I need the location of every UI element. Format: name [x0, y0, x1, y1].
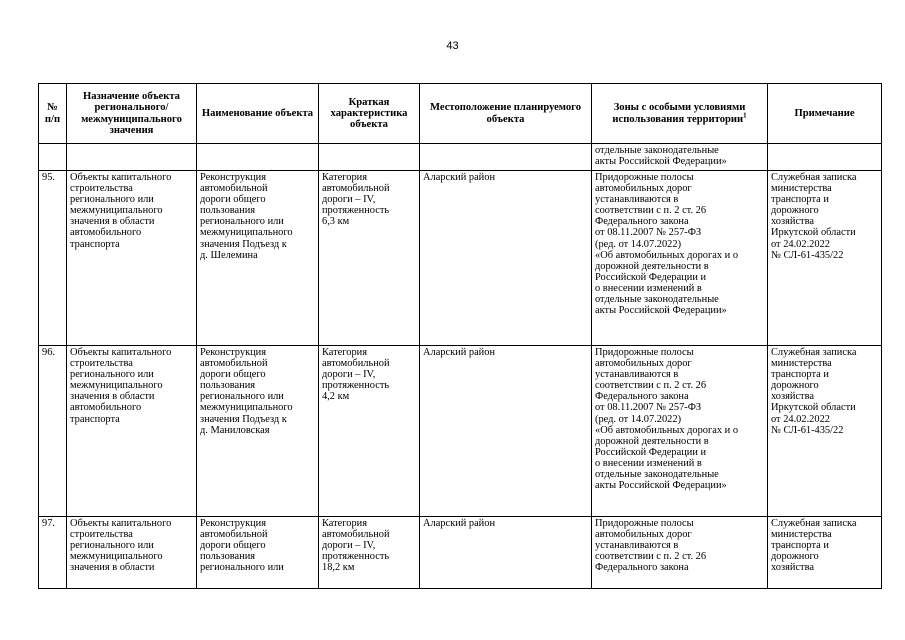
- row-number: 96.: [39, 346, 67, 517]
- footnote-mark: 1: [743, 110, 747, 119]
- row-location: Аларский район: [420, 517, 592, 589]
- table-header-row: [39, 84, 882, 144]
- header-note: Примечание: [768, 84, 882, 144]
- header-characteristic: Краткая характеристика объекта: [319, 84, 420, 144]
- table-row: [39, 171, 882, 346]
- row-object-name: Реконструкция автомобильной дороги общего пользования регионального или межмуниципального значения Подъезд к д. Маниловская: [197, 346, 319, 517]
- row-note: Служебная записка министерства транспорта и дорожного хозяйства Иркутской области от 24.02.2022 № СЛ-61-435/22: [768, 171, 882, 346]
- table-row: [39, 517, 882, 589]
- row-note: Служебная записка министерства транспорта и дорожного хозяйства Иркутской области от 24.02.2022 № СЛ-61-435/22: [768, 346, 882, 517]
- row-purpose: Объекты капитального строительства регионального или межмуниципального значения в области автомобильного транспорта: [67, 346, 197, 517]
- table-row-continuation: [39, 144, 882, 171]
- row-object-name: Реконструкция автомобильной дороги общего пользования регионального или: [197, 517, 319, 589]
- row-note: Служебная записка министерства транспорта и дорожного хозяйства: [768, 517, 882, 589]
- row-number: 97.: [39, 517, 67, 589]
- row-object-name: Реконструкция автомобильной дороги общего пользования регионального или межмуниципального значения Подъезд к д. Шелемина: [197, 171, 319, 346]
- row-location: Аларский район: [420, 346, 592, 517]
- header-purpose: Назначение объекта регионального/ межмуниципального значения: [67, 84, 197, 144]
- table-row: [39, 346, 882, 517]
- header-name: Наименование объекта: [197, 84, 319, 144]
- header-zones: [592, 84, 768, 144]
- row-characteristic: Категория автомобильной дороги – IV, протяженность 18,2 км: [319, 517, 420, 589]
- row-number: 95.: [39, 171, 67, 346]
- row-purpose: Объекты капитального строительства регионального или межмуниципального значения в области автомобильного транспорта: [67, 171, 197, 346]
- row-purpose: Объекты капитального строительства регионального или межмуниципального значения в области: [67, 517, 197, 589]
- row-characteristic: Категория автомобильной дороги – IV, протяженность 4,2 км: [319, 346, 420, 517]
- row-characteristic: Категория автомобильной дороги – IV, протяженность 6,3 км: [319, 171, 420, 346]
- row-location: Аларский район: [420, 171, 592, 346]
- row-zones: Придорожные полосы автомобильных дорог устанавливаются в соответствии с п. 2 ст. 26 Федерального закона от 08.11.2007 № 257-ФЗ (ред. от 14.07.2022) «Об автомобильных дорогах и о дорожной деятельности в Российской Федерации и о внесении изменений в отдельные законодательные акты Российской Федерации»: [592, 171, 768, 346]
- row-zones: Придорожные полосы автомобильных дорог устанавливаются в соответствии с п. 2 ст. 26 Федерального закона: [592, 517, 768, 589]
- header-num: № п/п: [39, 84, 67, 144]
- objects-table: [38, 83, 882, 589]
- continuation-zones: отдельные законодательные акты Российской Федерации»: [592, 144, 768, 171]
- row-zones: Придорожные полосы автомобильных дорог устанавливаются в соответствии с п. 2 ст. 26 Федерального закона от 08.11.2007 № 257-ФЗ (ред. от 14.07.2022) «Об автомобильных дорогах и о дорожной деятельности в Российской Федерации и о внесении изменений в отдельные законодательные акты Российской Федерации»: [592, 346, 768, 517]
- header-location: Местоположение планируемого объекта: [420, 84, 592, 144]
- page-number: 43: [446, 40, 459, 52]
- header-zones-text: Зоны с особыми условиями использования территории: [612, 102, 746, 125]
